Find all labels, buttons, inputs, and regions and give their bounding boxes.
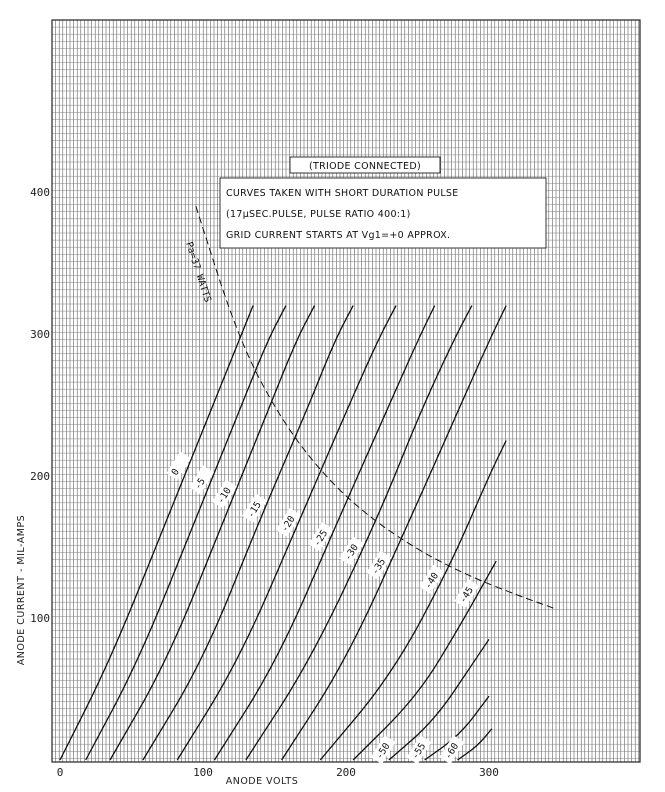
y-tick-label: 400 bbox=[30, 186, 50, 199]
curve-label: -10 bbox=[215, 485, 234, 506]
y-axis-title: ANODE CURRENT - MIL-AMPS bbox=[16, 514, 27, 666]
x-tick-label: 200 bbox=[336, 766, 356, 779]
curve-label: -55 bbox=[409, 741, 429, 762]
x-tick-label: 0 bbox=[56, 766, 64, 779]
curve-label: -5 bbox=[192, 476, 208, 492]
note-line-2: (17µSEC.PULSE, PULSE RATIO 400:1) bbox=[226, 209, 411, 220]
header-text: (TRIODE CONNECTED) bbox=[309, 161, 421, 172]
curve-label: -20 bbox=[279, 513, 298, 535]
x-tick-label: 100 bbox=[193, 766, 213, 779]
curve-label: 0 bbox=[169, 466, 182, 478]
note-line-3: GRID CURRENT STARTS AT Vg1=+0 APPROX. bbox=[226, 230, 451, 241]
curve-label: -60 bbox=[442, 741, 462, 762]
y-tick-label: 100 bbox=[30, 612, 50, 625]
y-tick-label: 200 bbox=[30, 470, 50, 483]
y-tick-label: 300 bbox=[30, 328, 50, 341]
curve-label: -50 bbox=[374, 741, 393, 762]
curve-label: -15 bbox=[245, 499, 264, 521]
curve-label: -45 bbox=[457, 584, 476, 606]
curve-label: -25 bbox=[311, 528, 331, 549]
curve-label: -30 bbox=[342, 542, 361, 563]
x-tick-label: 300 bbox=[479, 766, 499, 779]
note-line-1: CURVES TAKEN WITH SHORT DURATION PULSE bbox=[226, 188, 459, 199]
curve-label: -40 bbox=[422, 570, 442, 592]
x-axis-title: ANODE VOLTS bbox=[225, 776, 299, 787]
curve-label: -35 bbox=[369, 556, 389, 577]
dissipation-label: Pa=37 WATTS bbox=[183, 240, 214, 304]
